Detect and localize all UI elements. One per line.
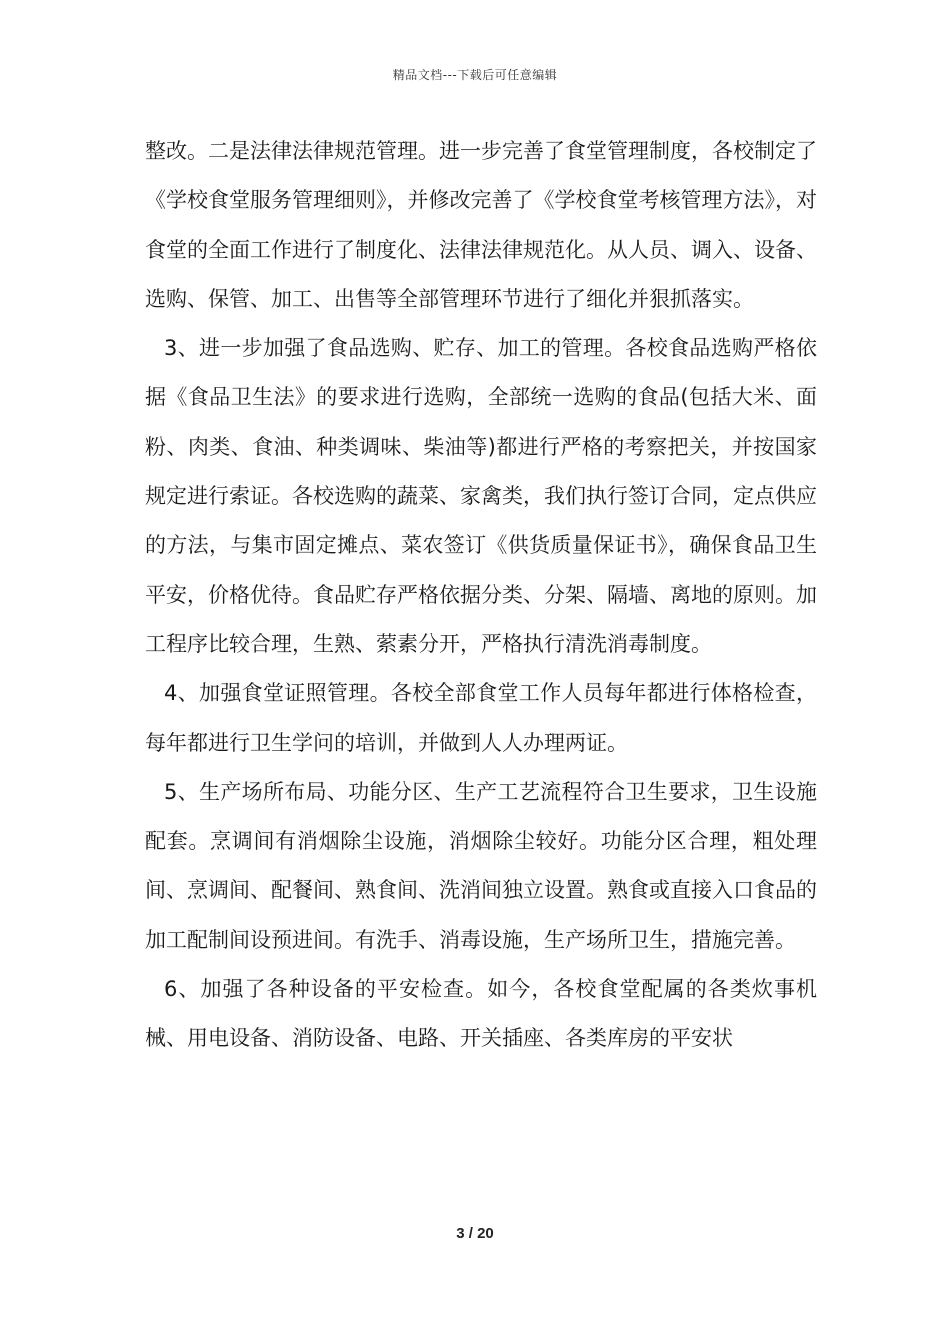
- paragraph-item-6: 6、加强了各种设备的平安检查。如今，各校食堂配属的各类炊事机械、用电设备、消防设备、电路、开关插座、各类库房的平安状: [145, 977, 817, 1051]
- paragraph-item-3: 3、进一步加强了食品选购、贮存、加工的管理。各校食品选购严格依据《食品卫生法》的要求进行选购，全部统一选购的食品(包括大米、面粉、肉类、食油、种类调味、柴油等)都进行严格的考察把关，并按国家规定进行索证。各校选购的蔬菜、家禽类，我们执行签订合同，定点供应的方法，与集市固定摊点、菜农签订《供货质量保证书》，确保食品卫生平安，价格优待。食品贮存严格依据分类、分架、隔墙、离地的原则。加工程序比较合理，生熟、萦素分开，严格执行清洗消毒制度。: [145, 336, 817, 656]
- page-number: 3 / 20: [456, 1225, 494, 1242]
- document-body: [145, 127, 817, 1064]
- page-header: 精品文档---下载后可任意编辑: [392, 68, 558, 82]
- paragraph-item-4: 4、加强食堂证照管理。各校全部食堂工作人员每年都进行体格检查，每年都进行卫生学问的培训，并做到人人办理两证。: [145, 681, 817, 755]
- paragraph-item-5: 5、生产场所布局、功能分区、生产工艺流程符合卫生要求，卫生设施配套。烹调间有消烟除尘设施，消烟除尘较好。功能分区合理，粗处理间、烹调间、配餐间、熟食间、洗消间独立设置。熟食或直接入口食品的加工配制间设预进间。有洗手、消毒设施，生产场所卫生，措施完善。: [145, 779, 817, 952]
- paragraph-continuation: 整改。二是法律法律规范管理。进一步完善了食堂管理制度，各校制定了《学校食堂服务管理细则》，并修改完善了《学校食堂考核管理方法》，对食堂的全面工作进行了制度化、法律法律规范化。从人员、调入、设备、选购、保管、加工、出售等全部管理环节进行了细化并狠抓落实。: [145, 139, 817, 311]
